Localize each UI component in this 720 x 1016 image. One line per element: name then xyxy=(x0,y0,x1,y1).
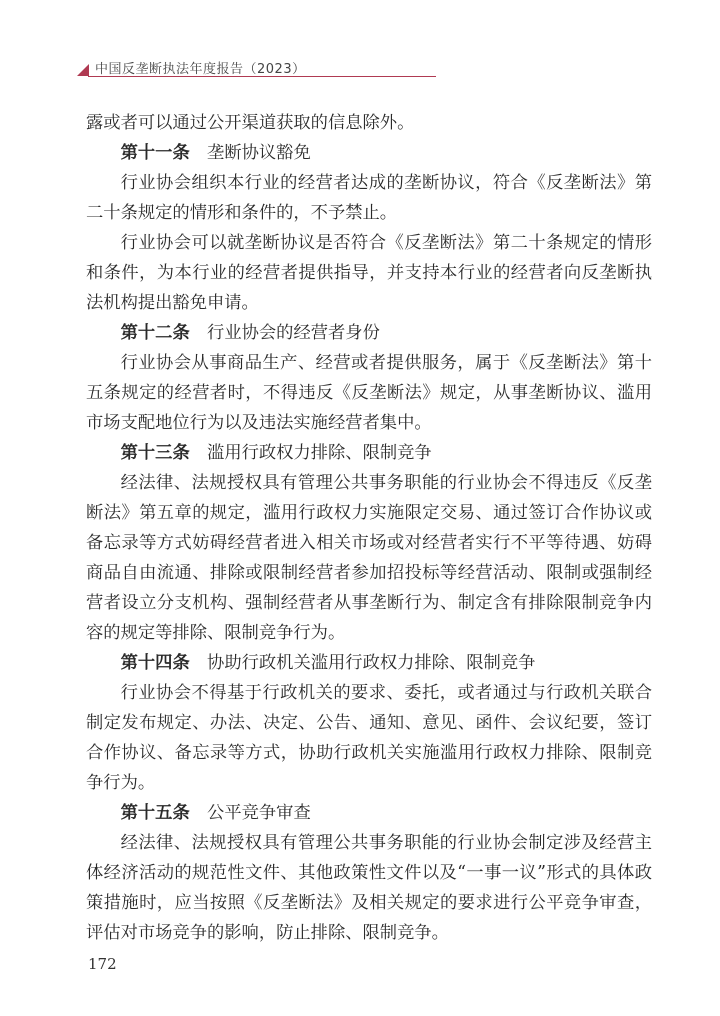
paragraph: 经法律、法规授权具有管理公共事务职能的行业协会制定涉及经营主体经济活动的规范性文件、其他政策性文件以及“一事一议”形式的具体政策措施时，应当按照《反垄断法》及相关规定的要求进行公平竞争审查，评估对市场竞争的影响，防止排除、限制竞争。 xyxy=(86,833,652,943)
header-triangle-mark xyxy=(77,64,89,76)
article-heading xyxy=(86,138,652,168)
paragraph: 行业协会从事商品生产、经营或者提供服务，属于《反垄断法》第十五条规定的经营者时，不得违反《反垄断法》规定，从事垄断协议、滥用市场支配地位行为以及违法实施经营者集中。 xyxy=(86,353,652,433)
paragraph: 行业协会组织本行业的经营者达成的垄断协议，符合《反垄断法》第二十条规定的情形和条件的，不予禁止。 xyxy=(86,173,652,223)
paragraph: 行业协会不得基于行政机关的要求、委托，或者通过与行政机关联合制定发布规定、办法、决定、公告、通知、意见、函件、会议纪要，签订合作协议、备忘录等方式，协助行政机关实施滥用行政权力排除、限制竞争行为。 xyxy=(86,683,652,793)
header-rule xyxy=(88,76,436,77)
paragraph: 露或者可以通过公开渠道获取的信息除外。 xyxy=(86,113,415,133)
article-title: 垄断协议豁免 xyxy=(207,143,311,163)
paragraph: 行业协会可以就垄断协议是否符合《反垄断法》第二十条规定的情形和条件，为本行业的经营者提供指导，并支持本行业的经营者向反垄断执法机构提出豁免申请。 xyxy=(86,233,652,313)
article-title: 公平竞争审查 xyxy=(207,803,311,823)
article-heading xyxy=(86,798,652,828)
article-heading xyxy=(86,438,652,468)
article-number: 第十五条 xyxy=(120,803,190,823)
article-number: 第十三条 xyxy=(120,443,190,463)
paragraph: 经法律、法规授权具有管理公共事务职能的行业协会不得违反《反垄断法》第五章的规定，滥用行政权力实施限定交易、通过签订合作协议或备忘录等方式妨碍经营者进入相关市场或对经营者实行不平等待遇、妨碍商品自由流通、排除或限制经营者参加招投标等经营活动、限制或强制经营者设立分支机构、强制经营者从事垄断行为、制定含有排除限制竞争内容的规定等排除、限制竞争行为。 xyxy=(86,473,652,643)
article-title: 协助行政机关滥用行政权力排除、限制竞争 xyxy=(207,653,536,673)
header-title: 中国反垄断执法年度报告（2023） xyxy=(95,62,306,77)
article-title: 滥用行政权力排除、限制竞争 xyxy=(207,443,432,463)
article-number: 第十一条 xyxy=(120,143,190,163)
article-title: 行业协会的经营者身份 xyxy=(207,323,380,343)
article-heading xyxy=(86,648,652,678)
running-header xyxy=(0,0,720,90)
document-body xyxy=(86,108,652,948)
article-number: 第十四条 xyxy=(120,653,190,673)
page-number: 172 xyxy=(88,955,117,973)
article-number: 第十二条 xyxy=(120,323,190,343)
article-heading xyxy=(86,318,652,348)
